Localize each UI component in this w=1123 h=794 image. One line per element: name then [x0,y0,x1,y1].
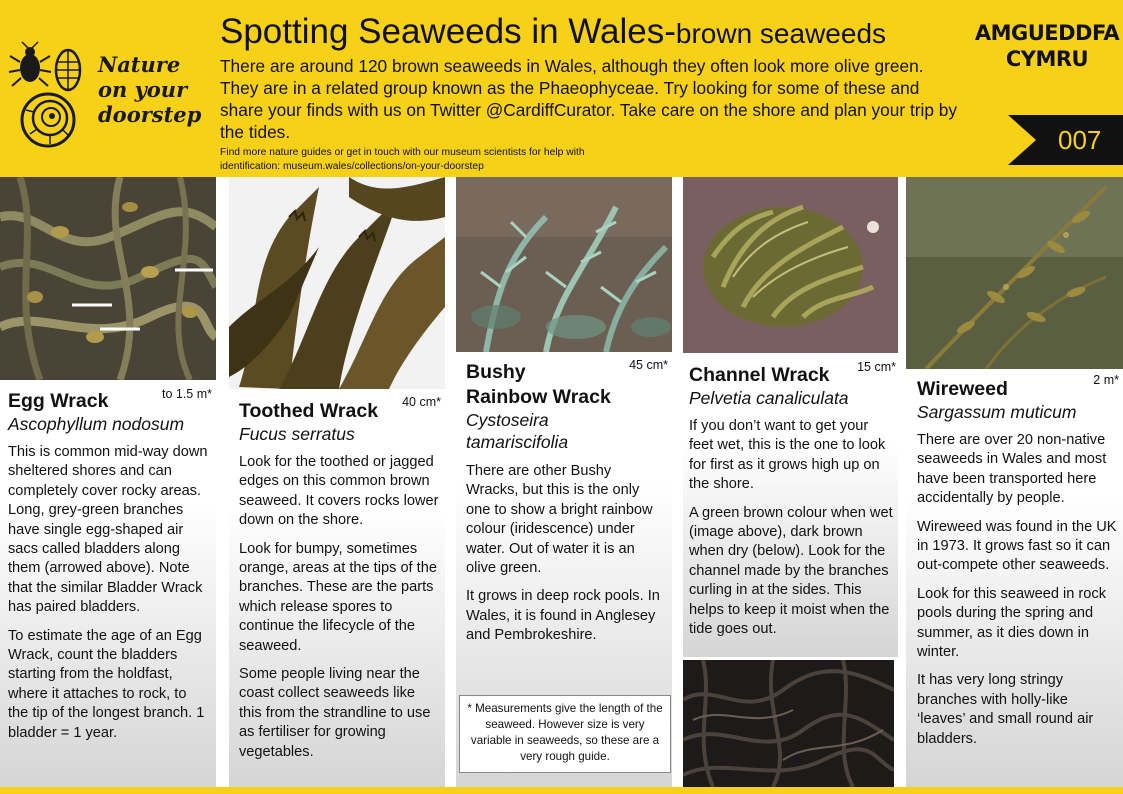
egg-wrack-photo [0,177,216,380]
title-main: Spotting Seaweeds in Wales- [220,12,676,51]
description-paragraph: If you don’t want to get your feet wet, this is the one to look for first as it grows high up on the shore. [689,418,886,493]
more-guides-line-2: identification: museum.wales/collections/on-your-doorstep [220,161,484,172]
description-paragraph: Look for this seaweed in rock pools during the spring and summer, as it dies down in winter. [917,585,1107,661]
species-column-toothed-wrack [229,177,445,787]
description-paragraph: Look for bumpy, sometimes orange, areas at the tips of the branches. These are the parts which release spores to continue the lifecycle of the seaweed. [239,540,437,654]
species-column-channel-wrack [683,177,898,787]
brand-line-2: CYMRU [1005,47,1089,71]
guide-number: 007 [1058,125,1102,155]
species-name: Toothed Wrack [239,400,379,422]
amgueddfa-cymru-logo [972,20,1122,72]
species-size: 2 m* [1093,373,1119,387]
logo-line-3: doorstep [98,102,202,127]
channel-wrack-dry-photo [683,660,894,787]
intro-text: There are around 120 brown seaweeds in Wales, although they often look more olive green. They are in a related group known as the Phaeophyceae. Try looking for some of these and share your finds with us on Twitter @CardiffCurator. Take care on the shore and plan your trip by the tides. [220,56,958,142]
page-title [220,12,886,54]
species-column-wireweed [906,177,1123,787]
wireweed-photo [906,177,1123,369]
description-paragraph: This is common mid-way down sheltered shores and can completely cover rocky areas. Long, grey-green branches have single egg-shaped air sacs called bladders along them (arrowed above). Note that the similar Bladder Wrack has paired bladders. [8,444,208,616]
channel-wrack-wet-photo [683,177,898,353]
species-latin-name: Pelvetia canaliculata [689,388,849,408]
species-description [689,417,894,648]
species-name: Wireweed [917,378,1008,400]
species-description [8,443,208,752]
description-paragraph: Look for the toothed or jagged edges on this common brown seaweed. It covers rocks lower down on the shore. [239,454,439,529]
species-size: 15 cm* [857,360,896,374]
species-name-line-1: Bushy [466,361,526,383]
guide-number-badge [1008,115,1123,165]
species-name-line-2: Rainbow Wrack [466,386,611,408]
description-paragraph: Wireweed was found in the UK in 1973. It grows fast so it can out-compete other seaweeds. [917,518,1117,574]
description-paragraph: To estimate the age of an Egg Wrack, count the bladders starting from the holdfast, where it attaches to rock, to the tip of the longest branch. 1 bladder = 1 year. [8,627,205,741]
species-description [917,431,1117,758]
logo-line-1: Nature [98,52,181,77]
species-column-egg-wrack [0,177,216,787]
more-guides-line-1: Find more nature guides or get in touch with our museum scientists for help with [220,147,585,158]
species-latin-name: Sargassum muticum [917,402,1077,422]
species-latin-name: Fucus serratus [239,424,355,444]
description-paragraph: Some people living near the coast collect seaweeds like this from the strandline to use as fertiliser for growing vegetables. [239,666,431,760]
species-size: 45 cm* [629,358,668,372]
description-paragraph: There are over 20 non-native seaweeds in Wales and most have been transported here accidentally by people. [917,432,1107,507]
species-name: Egg Wrack [8,390,109,412]
description-paragraph: A green brown colour when wet (image above), dark brown when dry (below). Look for the channel made by the branches curling in at the sides. This helps to keep it moist when the tide goes out. [689,504,893,638]
description-paragraph: There are other Bushy Wracks, but this is the only one to show a bright rainbow colour (iridescence) under water. Out of water it is an olive green. [466,463,653,577]
logo-text [98,52,213,127]
species-size: 40 cm* [402,395,441,409]
species-latin-name-line-1: Cystoseira [466,410,549,430]
more-guides-note [220,146,690,174]
header-banner [0,0,1123,177]
footer-bar [0,787,1123,794]
species-size: to 1.5 m* [161,387,212,401]
description-paragraph: It grows in deep rock pools. In Wales, it is found in Anglesey and Pembrokeshire. [466,588,660,644]
logo-line-2: on your [98,77,188,102]
brand-line-1: AMGUEDDFA [974,21,1120,45]
beetle-and-ammonite-icon [6,40,101,150]
species-description [466,462,666,655]
description-paragraph: It has very long stringy branches with holly-like ‘leaves’ and small round air bladders. [917,672,1094,747]
title-sub: brown seaweeds [675,18,887,49]
measurement-note: * Measurements give the length of the seaweed. However size is very variable in seaweeds, so these are a very rough guide. [459,695,671,773]
nature-on-your-doorstep-logo [6,40,211,150]
species-latin-name: Ascophyllum nodosum [8,414,185,434]
species-description [239,453,441,771]
toothed-wrack-photo [229,177,445,389]
bushy-rainbow-wrack-photo [456,177,672,352]
species-latin-name-line-2: tamariscifolia [466,432,569,452]
species-name: Channel Wrack [689,364,830,386]
